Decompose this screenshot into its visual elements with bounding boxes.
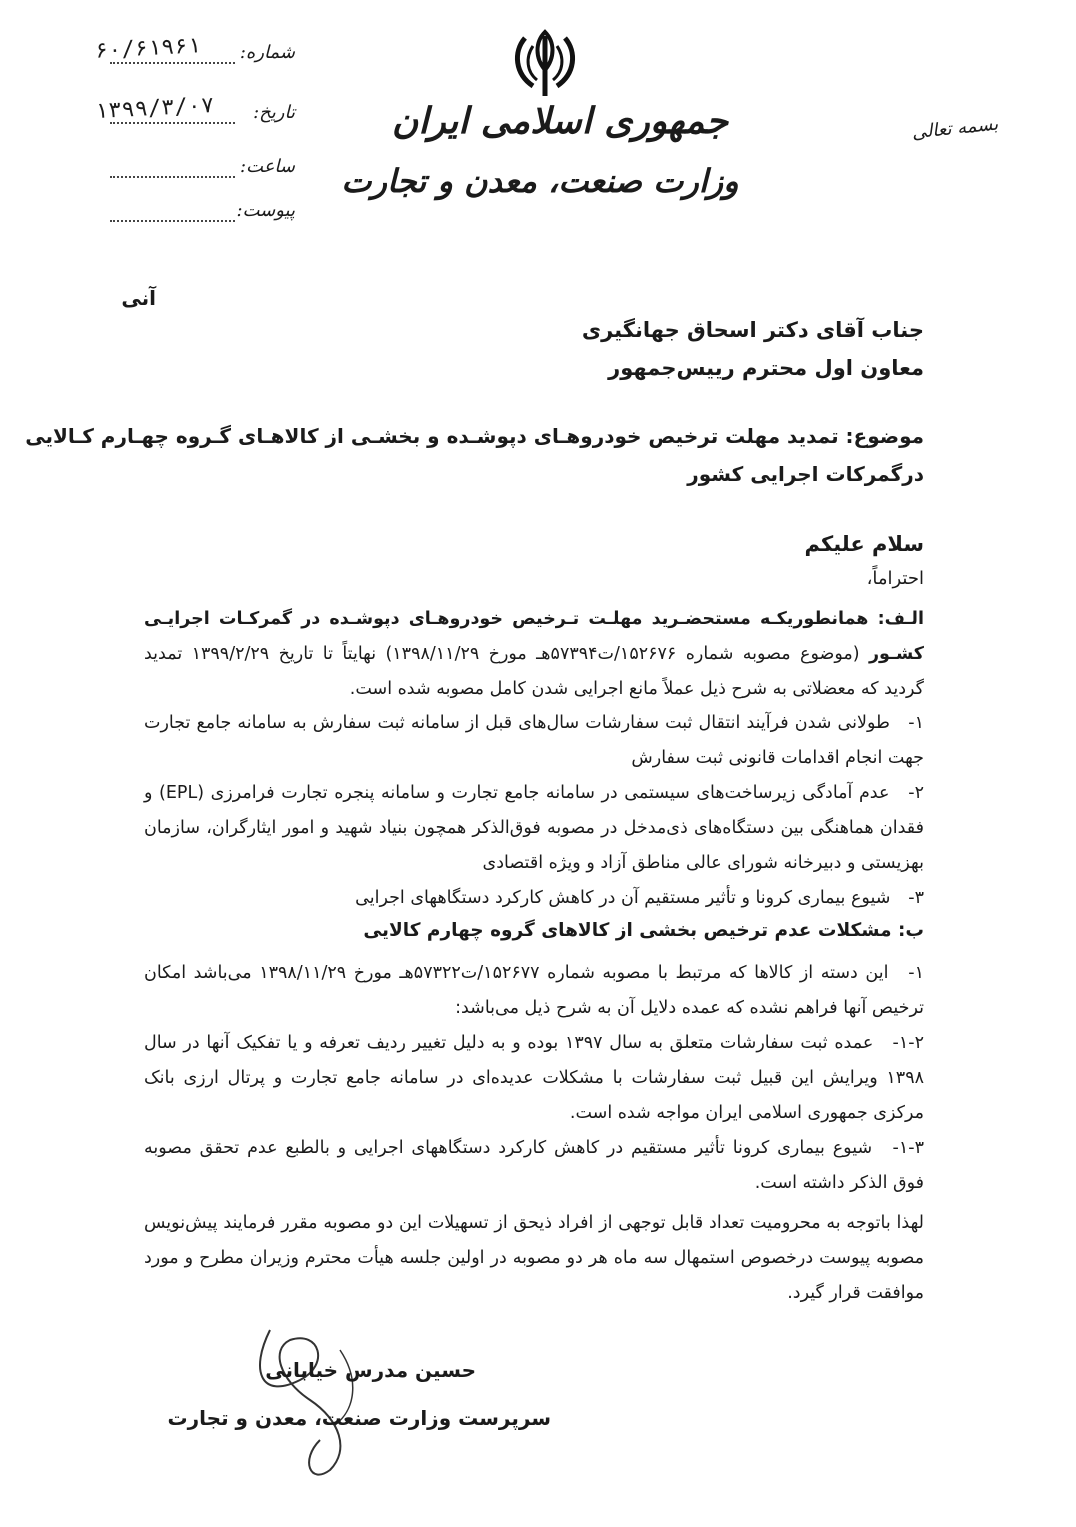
item-number: ۲- <box>908 783 924 803</box>
item-text: شیوع بیماری کرونا تأثیر مستقیم در کاهش کارکرد دستگاههای اجرایی و بالطبع عدم تحقق مصوبه فوق الذکر داشته است. <box>144 1138 924 1193</box>
list-item <box>144 1026 924 1131</box>
item-number: ۱- <box>908 963 924 983</box>
ministry-name: جمهوری اسلامی ایران <box>391 100 729 142</box>
subject-line: موضوع: تمدید مهلت ترخیص خودروهـای دپوشـده و بخشـی از کالاهـای گـروه چهـارم کـالایی <box>25 424 924 448</box>
section-a-list <box>144 706 924 916</box>
list-item <box>144 1131 924 1201</box>
addressee-title: معاون اول محترم رییس‌جمهور <box>608 356 924 380</box>
item-number: ۳- <box>908 888 924 908</box>
subject-line-cont: درگمرکات اجرایی کشور <box>687 462 924 486</box>
section-b-list <box>144 956 924 1201</box>
item-text: عدم آمادگی زیرساخت‌های سیستمی در سامانه جامع تجارت و سامانه پنجره تجارت فرامرزی (EPL) و فقدان هماهنگی بین دستگاه‌های ذی‌مدخل در مصوبه فوق‌الذکر همچون بنیاد شهید و امور ایثارگران، سازمان بهزیستی و دبیرخانه شورای عالی مناطق آزاد و ویژه اقتصادی <box>144 783 924 873</box>
item-number: ۱- <box>908 713 924 733</box>
list-item <box>144 706 924 776</box>
section-b-heading: ب: مشکلات عدم ترخیص بخشی از کالاهای گروه چهارم کالایی <box>363 920 924 941</box>
number-label: شماره: <box>239 42 295 63</box>
section-a-body: (موضوع مصوبه شماره ۱۵۲۶۷۶/ت۵۷۳۹۴هـ مورخ ۱۳۹۸/۱۱/۲۹) نهایتاً تا تاریخ ۱۳۹۹/۲/۲۹ تمدید گردید که معضلاتی به شرح ذیل عملاً مانع اجرایی شدن کامل مصوبه شده است. <box>144 644 924 699</box>
addressee-name: جناب آقای دکتر اسحاق جهانگیری <box>581 318 924 342</box>
date-label: تاریخ: <box>253 102 295 123</box>
item-text: عمده ثبت سفارشات متعلق به سال ۱۳۹۷ بوده و به دلیل تغییر ردیف تعرفه و یا تفکیک آنها در سال ۱۳۹۸ ویرایش این قبیل ثبت سفارشات با مشکلات عدیده‌ای در سامانه جامع تجارت و پرتال ارزی بانک مرکزی جمهوری اسلامی ایران مواجه شده است. <box>144 1033 924 1123</box>
section-a-lead: الـف: همانطوریکـه مستحضـرید مهلـت تـرخیص خودروهـای دپوشـده در گمرکـات اجرایـی کشـور <box>144 609 924 664</box>
list-item <box>144 776 924 881</box>
meta-date <box>94 92 295 132</box>
date-value: ۱۳۹۹/۳/۰۷ <box>94 92 215 125</box>
number-value: ۶۰/۶۱۹۶۱ <box>94 33 202 64</box>
list-item <box>144 956 924 1026</box>
bismillah: بسمه تعالی <box>910 113 1000 144</box>
dotted-line <box>110 176 235 178</box>
time-label: ساعت: <box>239 156 295 177</box>
attachment-label: پیوست: <box>236 200 295 221</box>
meta-time <box>95 156 295 186</box>
item-text: طولانی شدن فرآیند انتقال ثبت سفارشات سال‌های قبل از سامانه ثبت سفارش به سامانه جامع تجارت جهت انجام اقدامات قانونی ثبت سفارش <box>144 713 924 768</box>
section-a-paragraph <box>144 602 924 707</box>
emblem-icon <box>505 28 585 100</box>
signatory-name: حسین مدرس خیابانی <box>265 1358 476 1382</box>
greeting: سلام علیکم <box>804 532 924 556</box>
item-text: این دسته از کالاها که مرتبط با مصوبه شماره ۱۵۲۶۷۷/ت۵۷۳۲۲هـ مورخ ۱۳۹۸/۱۱/۲۹ می‌باشد امکان ترخیص آنها فراهم نشده که عمده دلایل آن به شرح ذیل می‌باشد: <box>144 963 924 1018</box>
item-number: ۱-۲- <box>892 1033 924 1053</box>
meta-attachment <box>95 200 295 230</box>
dotted-line <box>110 122 235 124</box>
respect-line: احتراماً، <box>866 568 924 589</box>
dotted-line <box>110 220 235 222</box>
ministry-title: وزارت صنعت، معدن و تجارت <box>341 162 739 200</box>
dotted-line <box>110 62 235 64</box>
meta-number <box>94 33 295 72</box>
list-item <box>144 881 924 916</box>
handwritten-signature <box>240 1310 400 1490</box>
signatory-title: سرپرست وزارت صنعت، معدن و تجارت <box>167 1406 551 1430</box>
item-text: شیوع بیماری کرونا و تأثیر مستقیم آن در کاهش کارکرد دستگاههای اجرایی <box>355 888 891 908</box>
closing-paragraph: لهذا باتوجه به محرومیت تعداد قابل توجهی از افراد ذیحق از تسهیلات این دو مصوبه مقرر فرمایند پیش‌نویس مصوبه پیوست درخصوص استمهال سه ماه هر دو مصوبه در اولین جلسه هیأت محترم وزیران مطرح و مورد موافقت قرار گیرد. <box>144 1213 924 1303</box>
urgency-label: آنی <box>121 286 156 310</box>
item-number: ۱-۳- <box>892 1138 924 1158</box>
